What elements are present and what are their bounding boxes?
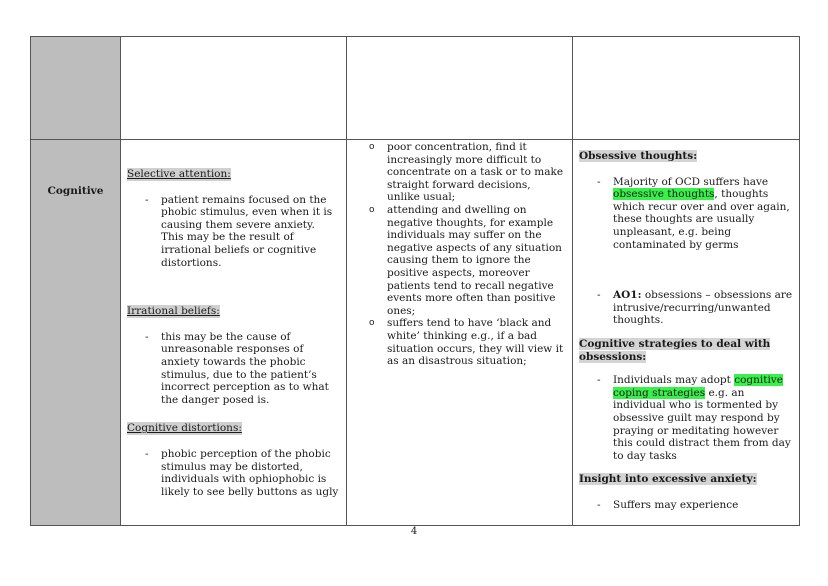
ao1-label: AO1: [613, 289, 642, 302]
ocd-cognitive-cell [573, 140, 800, 526]
item-text: Individuals may adopt [613, 374, 735, 387]
label-cell [31, 140, 121, 526]
cognitive-strategies-heading: Cognitive strategies to deal with obsessions: [579, 337, 771, 363]
cognitive-symptoms-cell [121, 140, 347, 526]
empty-cell [573, 37, 800, 140]
selective-attention-heading: Selective attention: [127, 168, 231, 180]
insight-heading: Insight into excessive anxiety: [579, 473, 757, 486]
list-item [579, 176, 793, 252]
irrational-beliefs-heading: Irrational beliefs: [127, 305, 220, 318]
list-item: - this may be the cause of unreasonable responses of anxiety towards the phobic stimulus, due to the patient’s incorrect perception as to what the danger posed is. [127, 331, 340, 407]
empty-cell [347, 37, 573, 140]
table-row [31, 37, 800, 140]
list-item: - phobic perception of the phobic stimulus may be distorted, individuals with ophiophobic is likely to see belly buttons as ugly [127, 448, 340, 498]
selective-attention-list [127, 194, 340, 270]
list-item: o suffers tend to have ‘black and white’ thinking e.g., if a bad situation occurs, they will view it as an disastrous situation; [353, 317, 564, 367]
irrational-beliefs-list [127, 331, 340, 407]
ao1-list [579, 289, 793, 327]
list-item [579, 374, 793, 462]
cognitive-distortions-heading: Cognitive distortions: [127, 422, 242, 435]
row-label: Cognitive [47, 185, 104, 197]
item-text: Majority of OCD suffers have [613, 175, 769, 188]
table-row [31, 140, 800, 526]
depression-symptoms-cell [347, 140, 573, 526]
insight-list [579, 499, 793, 512]
empty-cell [121, 37, 347, 140]
document-table [30, 36, 800, 526]
obsessive-thoughts-heading: Obsessive thoughts: [579, 150, 698, 162]
item-text: e.g. an individual who is tormented by obsessive guilt may respond by praying or meditating however this could distract them from day to day tasks [613, 386, 791, 462]
list-item: - Suffers may experience [579, 499, 793, 512]
symptom-list [353, 141, 564, 368]
cognitive-distortions-list [127, 448, 340, 498]
list-item: o poor concentration, find it increasingly more difficult to concentrate on a task or to make straight forward decisions, unlike usual; [353, 141, 564, 204]
list-item: - patient remains focused on the phobic stimulus, even when it is causing them severe anxiety. This may be the result of irrational beliefs or cognitive distortions. [127, 194, 340, 270]
strategies-list [579, 374, 793, 462]
page-number: 4 [410, 526, 418, 537]
list-item [579, 289, 793, 327]
label-cell-empty [31, 37, 121, 140]
item-text: , thoughts which recur over and over again, these thoughts are usually unpleasant, e.g. being contaminated by germs [613, 188, 790, 251]
obsessive-thoughts-list [579, 176, 793, 252]
ao1-text: obsessions – obsessions are intrusive/recurring/unwanted thoughts. [613, 289, 793, 327]
highlighted-text: cognitive coping strategies [613, 374, 783, 399]
list-item: o attending and dwelling on negative thoughts, for example individuals may suffer on the negative aspects of any situation causing them to ignore the positive aspects, moreover patients tend to recall negative events more often than positive ones; [353, 204, 564, 317]
highlighted-text: obsessive thoughts [613, 188, 715, 201]
